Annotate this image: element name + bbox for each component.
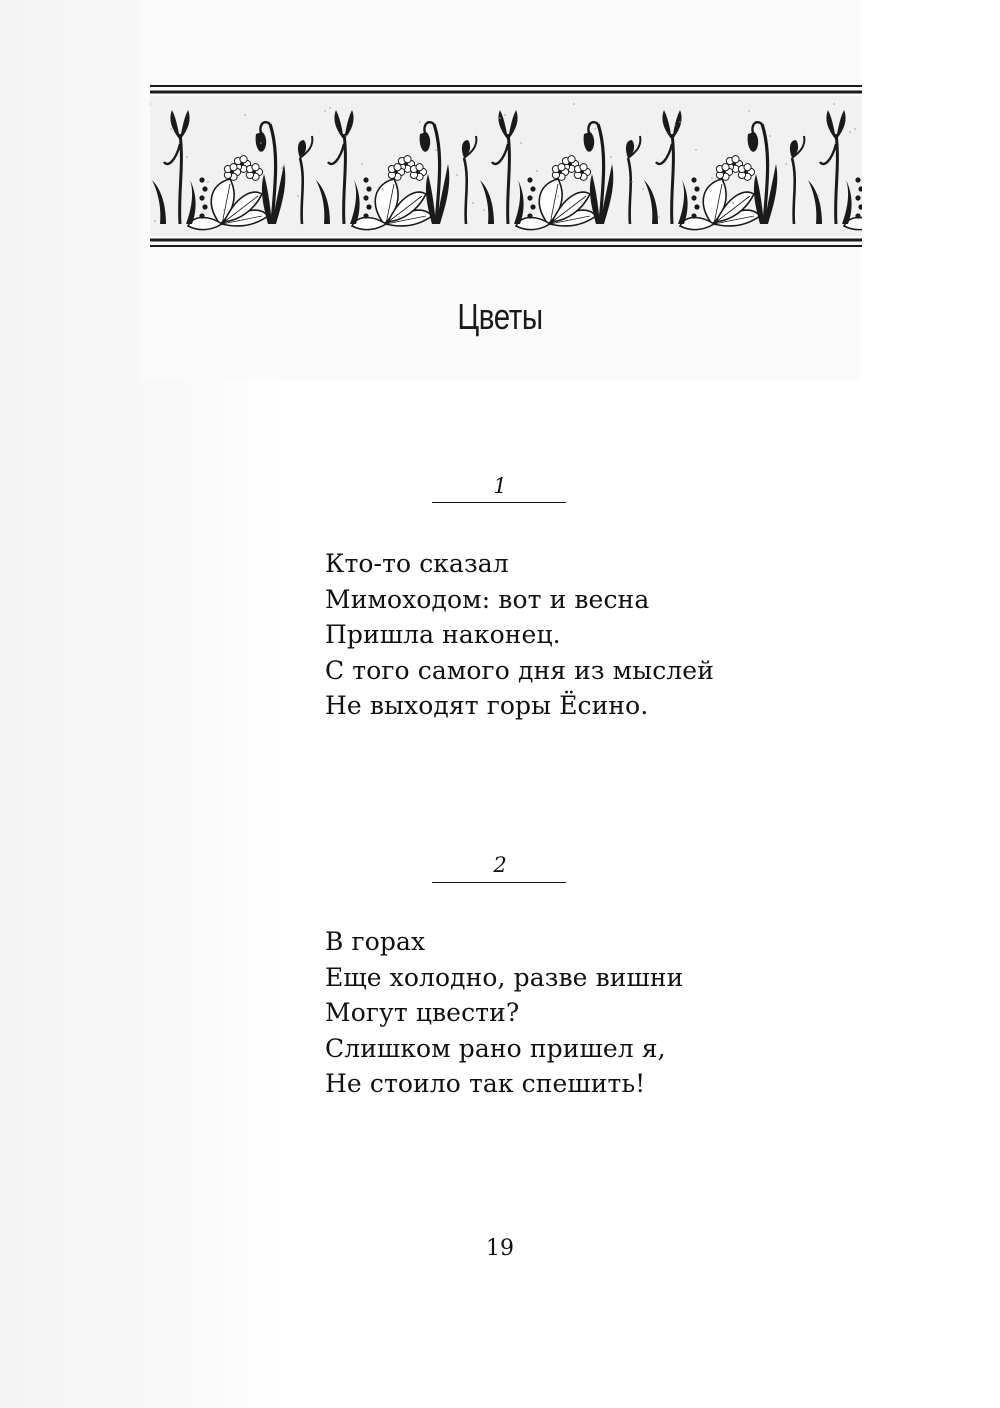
floral-border-icon bbox=[150, 84, 862, 250]
poem-stanza-2 bbox=[325, 924, 885, 1102]
page-number: 19 bbox=[486, 1236, 514, 1261]
section-rule-1 bbox=[432, 502, 566, 503]
poem-line: Еще холодно, разве вишни bbox=[325, 962, 684, 992]
page-title: Цветы bbox=[457, 296, 543, 337]
poem-line: Слишком рано пришел я, bbox=[325, 1033, 666, 1063]
poem-line: Мимоходом: вот и весна bbox=[325, 584, 650, 614]
poem-stanza-1 bbox=[325, 546, 885, 724]
poem-line: Не выходят горы Ёсино. bbox=[325, 691, 649, 721]
poem-line: Не стоило так спешить! bbox=[325, 1069, 646, 1099]
poem-line: Кто-то сказал bbox=[325, 549, 509, 578]
poem-line: Могут цвести? bbox=[325, 998, 520, 1028]
section-rule-2 bbox=[432, 882, 566, 883]
section-number-2: 2 bbox=[493, 853, 507, 877]
poem-line: В горах bbox=[325, 927, 426, 956]
poem-line: С того самого дня из мыслей bbox=[325, 655, 714, 685]
poem-line: Пришла наконец. bbox=[325, 620, 561, 650]
section-number-1: 1 bbox=[493, 474, 507, 498]
